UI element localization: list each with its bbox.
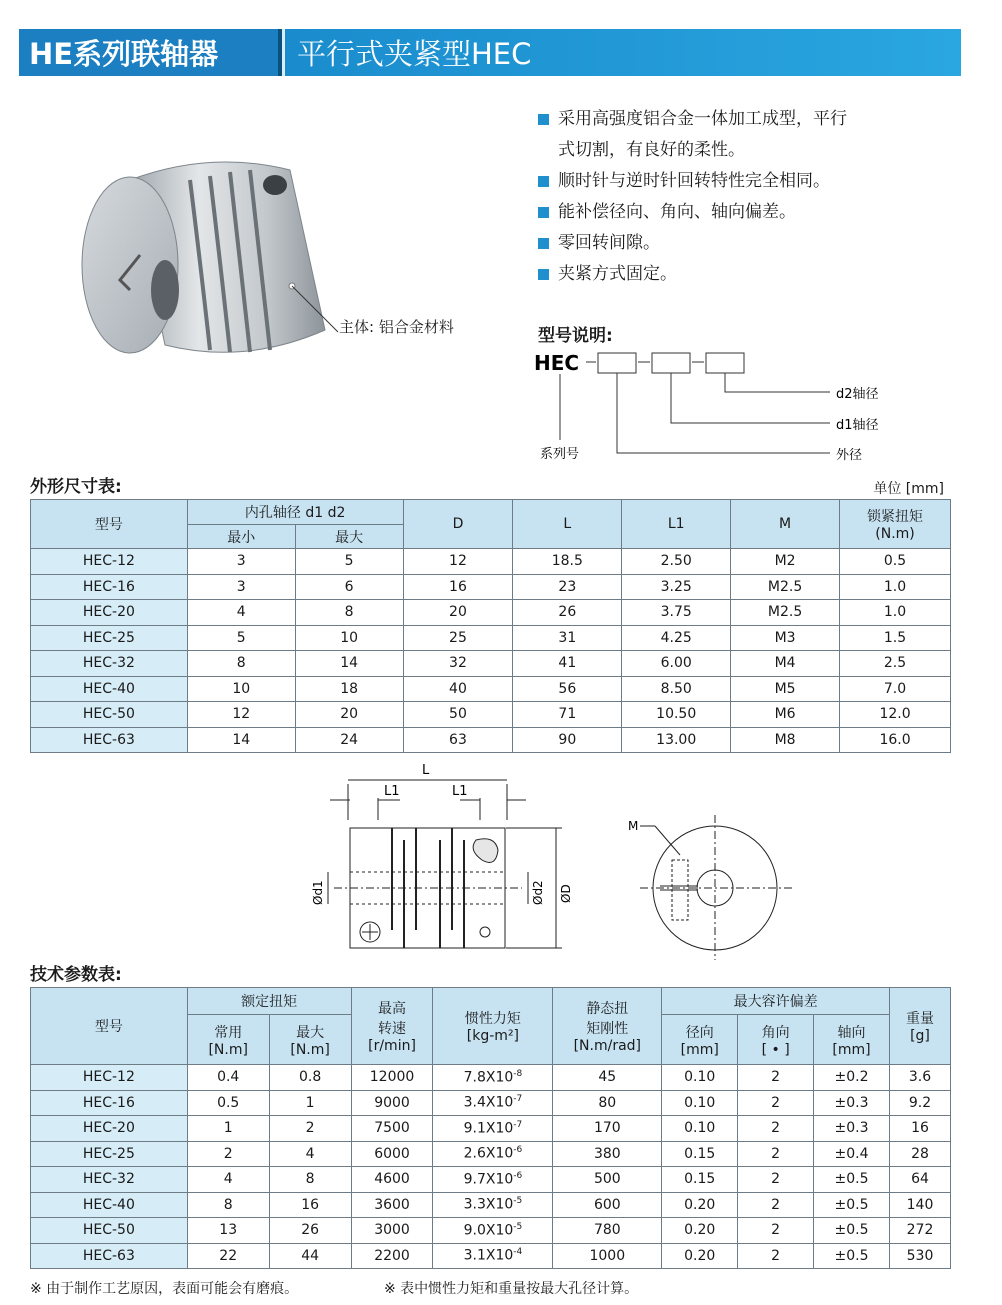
- table-row: [31, 702, 951, 728]
- table-cell: 2: [738, 1116, 814, 1142]
- table-cell: 63: [403, 727, 513, 753]
- table-cell: M3: [731, 625, 840, 651]
- table-cell: 31: [513, 625, 622, 651]
- page-header: [19, 29, 961, 76]
- model-code-diagram: [530, 348, 950, 468]
- dim-L1-left-label: L1: [384, 784, 400, 799]
- table-cell: 3.6: [889, 1065, 950, 1091]
- table-cell: 16: [269, 1192, 351, 1218]
- hdr-bore: 内孔轴径 d1 d2: [187, 500, 403, 525]
- d2-label: d2轴径: [836, 387, 879, 402]
- table-cell: 3.25: [622, 574, 731, 600]
- model-cell: HEC-40: [31, 676, 188, 702]
- hdr-deviation: 最大容许偏差: [662, 988, 890, 1015]
- table-row: [31, 1116, 951, 1142]
- model-cell: HEC-16: [31, 1090, 188, 1116]
- table-cell: 8: [187, 1192, 269, 1218]
- table-cell: 90: [513, 727, 622, 753]
- bullet-square-icon: [538, 114, 549, 125]
- table-cell: 1.5: [840, 625, 951, 651]
- table-cell: 28: [889, 1141, 950, 1167]
- footnote: ※ 表中惯性力矩和重量按最大孔径计算。: [384, 1281, 639, 1297]
- table-cell: 16: [403, 574, 513, 600]
- table-row: [31, 676, 951, 702]
- table-row: [31, 1243, 951, 1269]
- table-cell: M2: [731, 549, 840, 575]
- table-cell: 2.50: [622, 549, 731, 575]
- table-cell: 71: [513, 702, 622, 728]
- table-cell: 170: [553, 1116, 662, 1142]
- hdr-max: 最大: [295, 525, 403, 549]
- model-cell: HEC-16: [31, 574, 188, 600]
- table-cell: 7500: [351, 1116, 433, 1142]
- table-cell: 8: [269, 1167, 351, 1193]
- table-cell: 12: [403, 549, 513, 575]
- feature-item: 式切割，有良好的柔性。: [558, 140, 745, 160]
- table-cell: 0.20: [662, 1218, 738, 1244]
- table-cell: ±0.5: [814, 1243, 890, 1269]
- table-cell: 56: [513, 676, 622, 702]
- hdr-speed: 最高 转速 [r/min]: [351, 988, 433, 1065]
- model-cell: HEC-63: [31, 1243, 188, 1269]
- table-row: [31, 574, 951, 600]
- table-cell: 12.0: [840, 702, 951, 728]
- bullet-square-icon: [538, 176, 549, 187]
- table-cell: 18.5: [513, 549, 622, 575]
- hdr-rated-torque: 额定扭矩: [187, 988, 351, 1015]
- dim-L1-right-label: L1: [452, 784, 468, 799]
- table-cell: ±0.3: [814, 1116, 890, 1142]
- table-cell: 2: [738, 1243, 814, 1269]
- model-title: 型号说明:: [538, 326, 613, 346]
- table-row: [31, 651, 951, 677]
- table-row: [31, 1065, 951, 1091]
- table-cell: 5: [295, 549, 403, 575]
- table-cell: 2: [738, 1065, 814, 1091]
- table-cell: ±0.5: [814, 1167, 890, 1193]
- inertia-cell: $9.1X10^{-7}$: [433, 1116, 553, 1142]
- model-cell: HEC-50: [31, 1218, 188, 1244]
- table-cell: 2: [738, 1141, 814, 1167]
- table-cell: M4: [731, 651, 840, 677]
- inertia-cell: $3.3X10^{-5}$: [433, 1192, 553, 1218]
- model-cell: HEC-12: [31, 1065, 188, 1091]
- table-cell: 80: [553, 1090, 662, 1116]
- table-row: [31, 1090, 951, 1116]
- table-cell: 500: [553, 1167, 662, 1193]
- table-cell: 600: [553, 1192, 662, 1218]
- table-cell: 32: [403, 651, 513, 677]
- table-cell: 4: [187, 1167, 269, 1193]
- inertia-cell: $9.7X10^{-6}$: [433, 1167, 553, 1193]
- hdr-L1: L1: [622, 500, 731, 549]
- hdr-L: L: [513, 500, 622, 549]
- hdr-M: M: [731, 500, 840, 549]
- model-cell: HEC-63: [31, 727, 188, 753]
- table-cell: 24: [295, 727, 403, 753]
- model-cell: HEC-25: [31, 1141, 188, 1167]
- table-cell: 1: [269, 1090, 351, 1116]
- table-cell: 4: [187, 600, 295, 626]
- table-cell: 530: [889, 1243, 950, 1269]
- table-cell: 3: [187, 549, 295, 575]
- table-cell: 6: [295, 574, 403, 600]
- table-cell: M5: [731, 676, 840, 702]
- table-cell: 0.10: [662, 1090, 738, 1116]
- hdr-angular: 角向 [ • ]: [738, 1015, 814, 1065]
- table-row: [31, 1218, 951, 1244]
- feature-item: 零回转间隙。: [538, 228, 958, 259]
- table-cell: 26: [269, 1218, 351, 1244]
- series-title: HE系列联轴器: [19, 29, 278, 76]
- unit-label: 单位 [mm]: [873, 481, 944, 497]
- model-cell: HEC-40: [31, 1192, 188, 1218]
- table-cell: 2: [738, 1167, 814, 1193]
- table-row: [31, 1141, 951, 1167]
- table-cell: 2.5: [840, 651, 951, 677]
- model-prefix: HEC: [534, 351, 580, 375]
- table-cell: ±0.5: [814, 1192, 890, 1218]
- table-cell: 26: [513, 600, 622, 626]
- dim-d1-label: Ød1: [311, 880, 325, 905]
- table-cell: 380: [553, 1141, 662, 1167]
- table-cell: ±0.2: [814, 1065, 890, 1091]
- table-cell: 5: [187, 625, 295, 651]
- dim-D-label: ØD: [559, 884, 573, 903]
- hdr-normal-torque: 常用 [N.m]: [187, 1015, 269, 1065]
- table-cell: 10: [295, 625, 403, 651]
- table-cell: 9.2: [889, 1090, 950, 1116]
- technical-table: [30, 987, 951, 1269]
- table-cell: M8: [731, 727, 840, 753]
- hdr-torque: 锁紧扭矩 (N.m): [840, 500, 951, 549]
- table-cell: ±0.5: [814, 1218, 890, 1244]
- dim-table-title: 外形尺寸表:: [30, 477, 122, 497]
- tech-table-title: 技术参数表:: [30, 965, 122, 985]
- table-cell: 7.0: [840, 676, 951, 702]
- table-cell: 0.15: [662, 1141, 738, 1167]
- table-cell: 20: [403, 600, 513, 626]
- table-cell: 0.8: [269, 1065, 351, 1091]
- table-cell: 45: [553, 1065, 662, 1091]
- dimension-table: [30, 499, 951, 753]
- table-cell: 1: [187, 1116, 269, 1142]
- table-cell: 780: [553, 1218, 662, 1244]
- table-cell: 40: [403, 676, 513, 702]
- hdr-weight: 重量 [g]: [889, 988, 950, 1065]
- inertia-cell: $9.0X10^{-5}$: [433, 1218, 553, 1244]
- hdr-D: D: [403, 500, 513, 549]
- table-cell: 16.0: [840, 727, 951, 753]
- table-cell: 10: [187, 676, 295, 702]
- feature-item: 能补偿径向、角向、轴向偏差。: [538, 197, 958, 228]
- table-cell: 14: [187, 727, 295, 753]
- table-cell: 3000: [351, 1218, 433, 1244]
- table-cell: 13: [187, 1218, 269, 1244]
- table-cell: 44: [269, 1243, 351, 1269]
- d1-label: d1轴径: [836, 418, 879, 433]
- table-cell: 23: [513, 574, 622, 600]
- model-cell: HEC-20: [31, 1116, 188, 1142]
- table-cell: 6.00: [622, 651, 731, 677]
- inertia-cell: $3.4X10^{-7}$: [433, 1090, 553, 1116]
- bullet-square-icon: [538, 238, 549, 249]
- outer-label: 外径: [836, 448, 863, 463]
- table-row: [31, 625, 951, 651]
- table-cell: 1.0: [840, 600, 951, 626]
- material-label: 主体: 铝合金材料: [339, 318, 454, 336]
- inertia-cell: $2.6X10^{-6}$: [433, 1141, 553, 1167]
- hdr-axial: 轴向 [mm]: [814, 1015, 890, 1065]
- table-cell: 12: [187, 702, 295, 728]
- hdr-radial: 径向 [mm]: [662, 1015, 738, 1065]
- table-cell: 140: [889, 1192, 950, 1218]
- table-cell: 8.50: [622, 676, 731, 702]
- table-cell: 2: [187, 1141, 269, 1167]
- hdr-max-torque: 最大 [N.m]: [269, 1015, 351, 1065]
- inertia-cell: $3.1X10^{-4}$: [433, 1243, 553, 1269]
- hdr-inertia: 惯性力矩 [kg-m²]: [433, 988, 553, 1065]
- table-cell: 0.5: [187, 1090, 269, 1116]
- feature-item: 夹紧方式固定。: [538, 259, 958, 290]
- table-cell: 13.00: [622, 727, 731, 753]
- footnotes: [30, 1278, 638, 1298]
- bullet-square-icon: [538, 269, 549, 280]
- table-cell: 1.0: [840, 574, 951, 600]
- technical-drawing: [300, 760, 840, 970]
- table-cell: 8: [187, 651, 295, 677]
- table-cell: 0.20: [662, 1192, 738, 1218]
- table-cell: 41: [513, 651, 622, 677]
- table-cell: 50: [403, 702, 513, 728]
- table-cell: M2.5: [731, 600, 840, 626]
- table-cell: 3: [187, 574, 295, 600]
- table-cell: 4.25: [622, 625, 731, 651]
- feature-item: 采用高强度铝合金一体加工成型，平行: [538, 104, 958, 135]
- feature-item: 顺时针与逆时针回转特性完全相同。: [538, 166, 958, 197]
- table-cell: 8: [295, 600, 403, 626]
- table-cell: 10.50: [622, 702, 731, 728]
- table-cell: 2: [738, 1218, 814, 1244]
- table-row: [31, 727, 951, 753]
- table-cell: 4: [269, 1141, 351, 1167]
- table-cell: 2200: [351, 1243, 433, 1269]
- model-cell: HEC-50: [31, 702, 188, 728]
- table-row: [31, 600, 951, 626]
- table-cell: M2.5: [731, 574, 840, 600]
- table-row: [31, 549, 951, 575]
- model-cell: HEC-25: [31, 625, 188, 651]
- table-cell: 25: [403, 625, 513, 651]
- coupling-product-image: [70, 140, 350, 380]
- table-cell: 0.4: [187, 1065, 269, 1091]
- table-cell: ±0.4: [814, 1141, 890, 1167]
- table-cell: 2: [738, 1192, 814, 1218]
- table-cell: 0.15: [662, 1167, 738, 1193]
- model-cell: HEC-32: [31, 651, 188, 677]
- hdr-min: 最小: [187, 525, 295, 549]
- table-cell: 0.10: [662, 1065, 738, 1091]
- feature-list: [538, 104, 958, 290]
- table-cell: 14: [295, 651, 403, 677]
- table-cell: 0.5: [840, 549, 951, 575]
- dim-d2-label: Ød2: [531, 880, 545, 905]
- table-cell: 9000: [351, 1090, 433, 1116]
- model-cell: HEC-12: [31, 549, 188, 575]
- series-label: 系列号: [540, 447, 580, 462]
- hdr-model: 型号: [31, 500, 188, 549]
- table-cell: 3600: [351, 1192, 433, 1218]
- footnote: ※ 由于制作工艺原因，表面可能会有磨痕。: [30, 1281, 299, 1297]
- bullet-square-icon: [538, 207, 549, 218]
- table-cell: 3.75: [622, 600, 731, 626]
- table-cell: 64: [889, 1167, 950, 1193]
- table-cell: 12000: [351, 1065, 433, 1091]
- table-cell: 2: [269, 1116, 351, 1142]
- hdr-model: 型号: [31, 988, 188, 1065]
- table-cell: 20: [295, 702, 403, 728]
- hdr-stiffness: 静态扭 矩刚性 [N.m/rad]: [553, 988, 662, 1065]
- table-cell: 22: [187, 1243, 269, 1269]
- table-row: [31, 1167, 951, 1193]
- table-cell: 16: [889, 1116, 950, 1142]
- type-title: 平行式夹紧型HEC: [285, 29, 961, 76]
- table-cell: 2: [738, 1090, 814, 1116]
- table-cell: 1000: [553, 1243, 662, 1269]
- dim-M-label: M: [628, 819, 639, 833]
- table-cell: 0.20: [662, 1243, 738, 1269]
- table-cell: 18: [295, 676, 403, 702]
- table-cell: ±0.3: [814, 1090, 890, 1116]
- table-cell: M6: [731, 702, 840, 728]
- table-cell: 272: [889, 1218, 950, 1244]
- table-cell: 4600: [351, 1167, 433, 1193]
- table-row: [31, 1192, 951, 1218]
- table-cell: 6000: [351, 1141, 433, 1167]
- model-cell: HEC-20: [31, 600, 188, 626]
- dim-L-label: L: [422, 763, 430, 778]
- table-cell: 0.10: [662, 1116, 738, 1142]
- inertia-cell: $7.8X10^{-8}$: [433, 1065, 553, 1091]
- model-cell: HEC-32: [31, 1167, 188, 1193]
